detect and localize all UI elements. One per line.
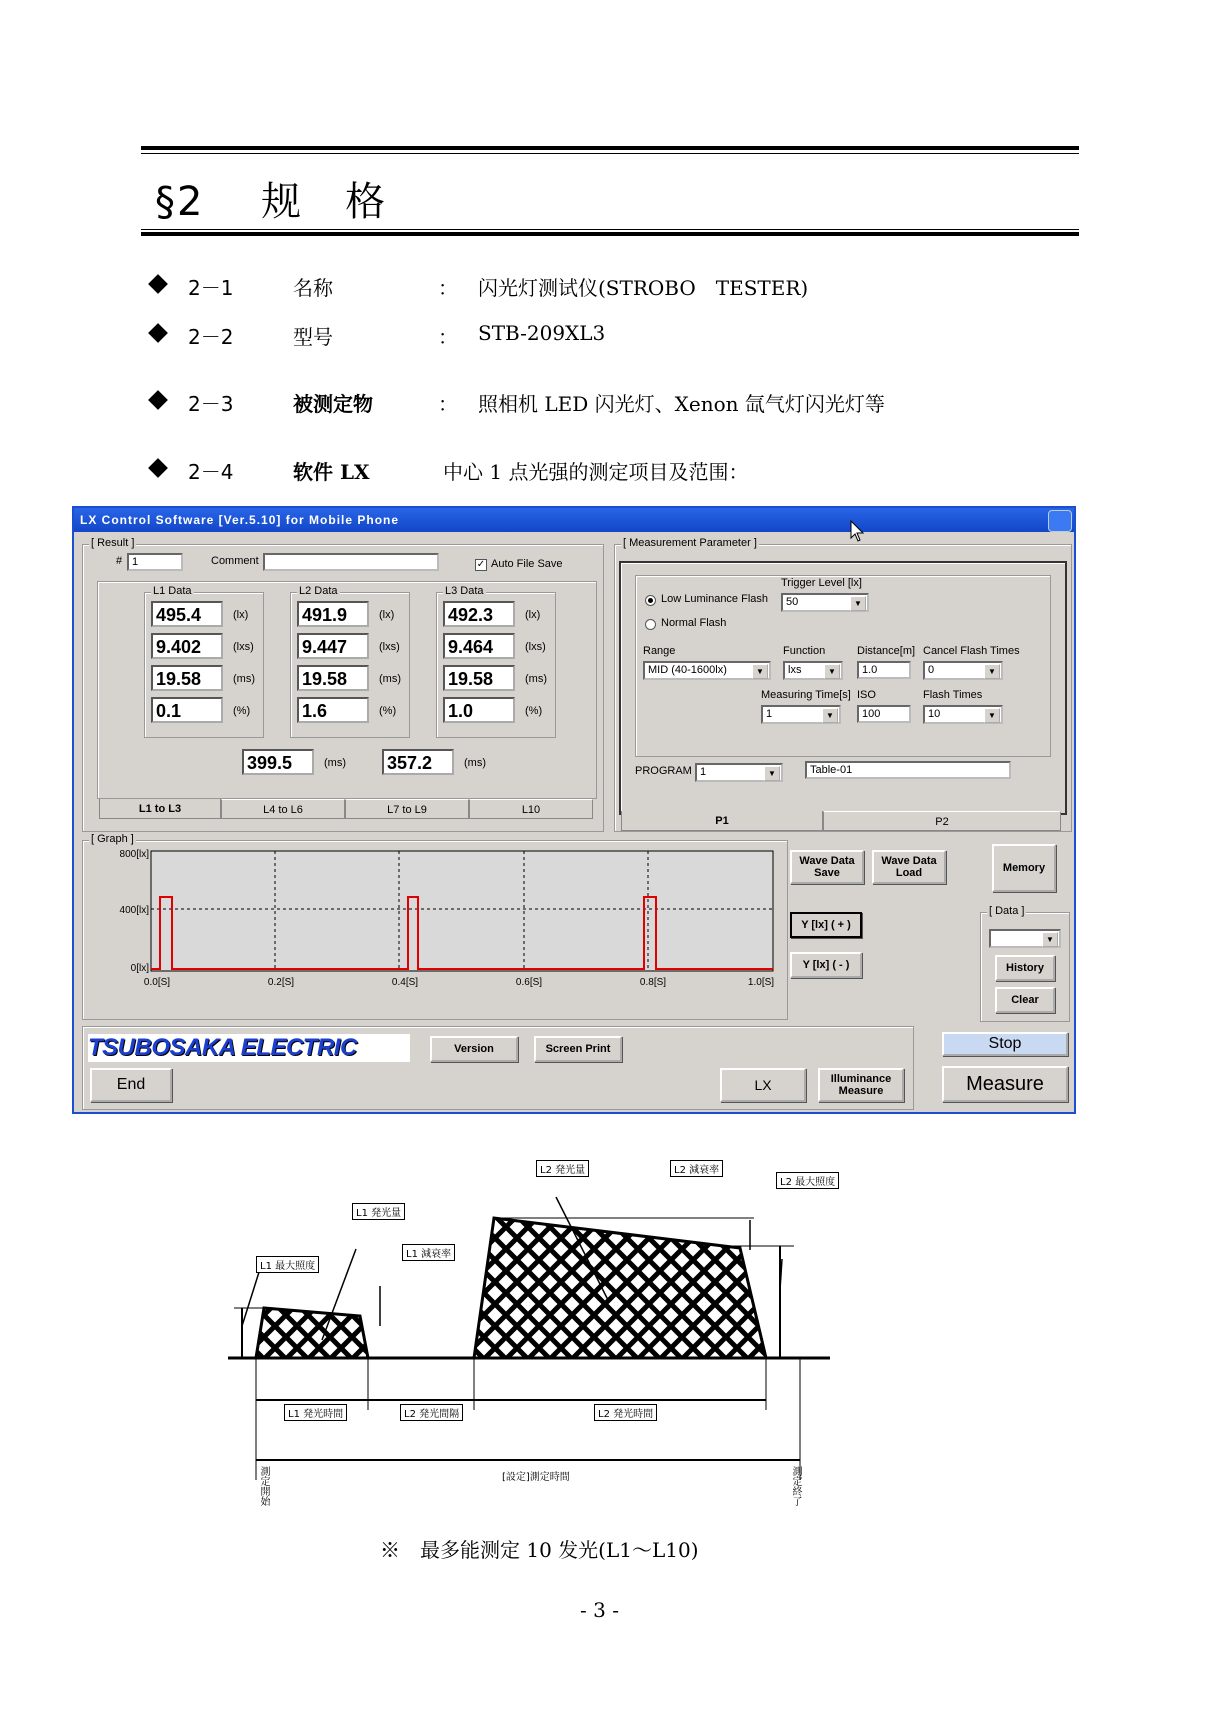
window-control-button[interactable]	[1048, 510, 1072, 532]
result-group-label: [ Result ]	[91, 537, 135, 549]
l1-amount-label: L1 発光量	[352, 1203, 405, 1220]
spec-name: 型号	[293, 325, 333, 349]
history-button[interactable]: History	[995, 955, 1055, 981]
graph-chart	[91, 847, 781, 1013]
iso-input[interactable]: 100	[857, 705, 911, 723]
spec-sep: ：	[438, 276, 458, 300]
program-value: 1	[700, 766, 707, 778]
trigger-level-select[interactable]	[781, 593, 869, 612]
spec-number: 2－4	[188, 460, 234, 484]
result-group	[82, 537, 604, 832]
spec-row	[148, 448, 1068, 488]
chevron-down-icon: ▼	[850, 596, 866, 611]
l1-pulse	[256, 1308, 368, 1358]
l1-data-label: L1 Data	[153, 585, 192, 597]
y-plus-button[interactable]: Y [lx] ( + )	[790, 912, 862, 938]
header-rule-top-thick	[141, 146, 1079, 150]
l2-data-group	[290, 585, 410, 738]
measure-button[interactable]: Measure	[942, 1066, 1068, 1102]
unit-lxs: (lxs)	[379, 641, 400, 653]
wave-data-load-button[interactable]: Wave Data Load	[872, 850, 946, 884]
tsubosaka-logo: TSUBOSAKA ELECTRIC	[88, 1034, 410, 1062]
x-tick-label: 0.0[S]	[143, 977, 171, 988]
radio-dot-icon	[648, 598, 653, 603]
cancel-flash-value: 0	[928, 664, 935, 676]
spec-name: 名称	[293, 276, 333, 300]
distance-label: Distance[m]	[857, 645, 916, 657]
spec-number: 2－3	[188, 392, 234, 416]
unit-lx: (lx)	[379, 609, 395, 621]
tab-l1-l3[interactable]: L1 to L3	[99, 799, 221, 819]
spec-value: 中心 1 点光强的测定项目及范围：	[443, 460, 749, 484]
section-title: §2 规 格	[155, 179, 388, 225]
hash-label: #	[116, 555, 123, 567]
data-group-label: [ Data ]	[989, 905, 1025, 917]
window-title: LX Control Software [Ver.5.10] for Mobile Phone	[74, 508, 1074, 532]
spec-value: 闪光灯测试仪(STROBO TESTER)	[478, 276, 809, 300]
measurement-parameter-group	[614, 537, 1072, 832]
chevron-down-icon: ▼	[822, 708, 838, 723]
data-select[interactable]	[989, 929, 1061, 948]
trigger-level-value: 50	[786, 596, 799, 608]
comment-input[interactable]	[263, 553, 439, 571]
l3-data-group	[436, 585, 556, 738]
header-rule-bottom-thick	[141, 232, 1079, 236]
spec-name: 软件 LX	[293, 460, 370, 484]
illuminance-measure-button[interactable]: Illuminance Measure	[818, 1068, 904, 1102]
flash-times-value: 10	[928, 708, 941, 720]
l3-lux-value: 492.3	[443, 601, 515, 627]
comment-label: Comment	[211, 555, 259, 567]
unit-ms: (ms)	[233, 673, 255, 685]
unit-lx: (lx)	[525, 609, 541, 621]
l2-pulse	[474, 1218, 766, 1358]
page-number: - 3 -	[580, 1598, 619, 1622]
spec-row	[148, 264, 1068, 304]
diamond-bullet-icon	[148, 458, 168, 478]
table-input[interactable]: Table-01	[805, 761, 1011, 779]
unit-ms: (ms)	[379, 673, 401, 685]
y-tick-label: 0[lx]	[130, 963, 149, 974]
l2-lux-value: 491.9	[297, 601, 369, 627]
mouse-cursor-icon	[850, 520, 866, 544]
y-tick-label: 800[lx]	[119, 849, 149, 860]
interval-1-unit: (ms)	[324, 757, 346, 769]
screen-print-button[interactable]: Screen Print	[534, 1036, 622, 1062]
l2-decay-label: L2 減衰率	[670, 1160, 723, 1177]
l3-lxs-value: 9.464	[443, 633, 515, 659]
graph-plot-area	[151, 851, 773, 971]
l2-max-label: L2 最大照度	[776, 1172, 839, 1189]
spec-row	[148, 313, 1068, 353]
set-time-label: [設定]測定時間	[500, 1468, 572, 1483]
program-select[interactable]	[695, 763, 783, 782]
program-label: PROGRAM	[635, 765, 692, 777]
diamond-bullet-icon	[148, 274, 168, 294]
diamond-bullet-icon	[148, 390, 168, 410]
l2-amount-label: L2 発光量	[536, 1160, 589, 1177]
data-group	[980, 905, 1070, 1022]
unit-lxs: (lxs)	[525, 641, 546, 653]
unit-lxs: (lxs)	[233, 641, 254, 653]
tab-l4-l6[interactable]: L4 to L6	[221, 799, 345, 819]
graph-group	[82, 833, 788, 1020]
l2-interval-label: L2 発光間隔	[400, 1404, 463, 1421]
low-flash-radio[interactable]	[645, 595, 656, 606]
l1-lux-value: 495.4	[151, 601, 223, 627]
unit-pct: (%)	[379, 705, 397, 717]
l2-ms-value: 19.58	[297, 665, 369, 691]
trigger-level-label: Trigger Level [lx]	[781, 577, 862, 589]
unit-pct: (%)	[525, 705, 543, 717]
function-value: lxs	[788, 664, 802, 676]
l2-lxs-value: 9.447	[297, 633, 369, 659]
spec-value: STB-209XL3	[478, 321, 606, 345]
l3-data-label: L3 Data	[445, 585, 484, 597]
footnote: ※ 最多能测定 10 发光(L1～L10)	[380, 1538, 699, 1562]
l2-data-label: L2 Data	[299, 585, 338, 597]
chevron-down-icon: ▼	[1042, 932, 1058, 947]
hash-input[interactable]: 1	[127, 553, 183, 571]
unit-lx: (lx)	[233, 609, 249, 621]
distance-input[interactable]: 1.0	[857, 661, 911, 679]
spec-sep: ：	[438, 392, 458, 416]
tab-l10[interactable]: L10	[469, 799, 593, 819]
unit-pct: (%)	[233, 705, 251, 717]
cancel-flash-label: Cancel Flash Times	[923, 645, 1020, 657]
tab-p1[interactable]: P1	[621, 811, 823, 831]
auto-save-checkbox[interactable]: ✓	[476, 559, 486, 570]
l3-ms-value: 19.58	[443, 665, 515, 691]
l1-data-group	[144, 585, 264, 738]
measuring-time-select[interactable]	[761, 705, 841, 724]
interval-2-unit: (ms)	[464, 757, 486, 769]
normal-flash-radio[interactable]	[645, 619, 656, 630]
chevron-down-icon: ▼	[984, 708, 1000, 723]
x-tick-label: 0.2[S]	[267, 977, 295, 988]
memory-button[interactable]: Memory	[992, 844, 1056, 892]
l3-pct-value: 1.0	[443, 697, 515, 723]
tab-l7-l9[interactable]: L7 to L9	[345, 799, 469, 819]
normal-flash-label: Normal Flash	[661, 617, 727, 629]
wave-data-save-button[interactable]: Wave Data Save	[790, 850, 864, 884]
y-tick-label: 400[lx]	[119, 905, 149, 916]
spec-sep: ：	[438, 325, 458, 349]
software-window	[72, 506, 1076, 1114]
x-tick-label: 0.4[S]	[391, 977, 419, 988]
chevron-down-icon: ▼	[752, 664, 768, 679]
header-rule-bottom-thin	[141, 229, 1079, 230]
spec-name: 被测定物	[293, 392, 373, 416]
chevron-down-icon: ▼	[984, 664, 1000, 679]
function-label: Function	[783, 645, 826, 657]
version-button[interactable]: Version	[430, 1036, 518, 1062]
measuring-time-label: Measuring Time[s]	[761, 689, 851, 701]
y-minus-button[interactable]: Y [lx] ( - )	[790, 952, 862, 978]
l2-pct-value: 1.6	[297, 697, 369, 723]
chevron-down-icon: ▼	[764, 766, 780, 781]
flash-times-label: Flash Times	[923, 689, 983, 701]
l1-time-label: L1 発光時間	[284, 1404, 347, 1421]
chevron-down-icon: ▼	[824, 664, 840, 679]
graph-group-label: [ Graph ]	[91, 833, 134, 845]
l1-max-label: L1 最大照度	[256, 1256, 319, 1273]
unit-ms: (ms)	[525, 673, 547, 685]
result-data-panel	[97, 581, 597, 799]
l1-lxs-value: 9.402	[151, 633, 223, 659]
stop-button[interactable]: Stop	[942, 1032, 1068, 1056]
clear-button[interactable]: Clear	[995, 987, 1055, 1013]
flash-times-select[interactable]	[923, 705, 1003, 724]
l1-ms-value: 19.58	[151, 665, 223, 691]
l1-decay-label: L1 減衰率	[402, 1244, 455, 1261]
spec-value: 照相机 LED 闪光灯、Xenon 氙气灯闪光灯等	[478, 392, 885, 416]
x-tick-label: 1.0[S]	[747, 977, 775, 988]
measuring-time-value: 1	[766, 708, 773, 720]
l1-pct-value: 0.1	[151, 697, 223, 723]
spec-number: 2－2	[188, 325, 234, 349]
interval-1-value: 399.5	[242, 749, 314, 775]
measurement-parameter-label: [ Measurement Parameter ]	[623, 537, 757, 549]
auto-save-label: Auto File Save	[491, 558, 563, 570]
range-select[interactable]	[643, 661, 771, 680]
header-rule-top-thin	[141, 153, 1079, 154]
x-tick-label: 0.6[S]	[515, 977, 543, 988]
end-label: 測定終了	[790, 1466, 801, 1506]
low-flash-label: Low Luminance Flash	[661, 593, 769, 605]
interval-2-value: 357.2	[382, 749, 454, 775]
end-button[interactable]: End	[90, 1068, 172, 1102]
cancel-flash-select[interactable]	[923, 661, 1003, 680]
lx-button[interactable]: LX	[720, 1068, 806, 1102]
tab-p2[interactable]: P2	[823, 811, 1061, 831]
iso-label: ISO	[857, 689, 876, 701]
spec-row	[148, 380, 1068, 420]
x-tick-label: 0.8[S]	[639, 977, 667, 988]
parameter-panel	[619, 561, 1067, 815]
l1-max-leader	[242, 1269, 260, 1326]
range-label: Range	[643, 645, 676, 657]
diamond-bullet-icon	[148, 323, 168, 343]
function-select[interactable]	[783, 661, 843, 680]
l2-time-label: L2 発光時間	[594, 1404, 657, 1421]
range-value: MID (40-1600lx)	[648, 664, 727, 676]
start-label: 測定開始	[258, 1466, 269, 1506]
spec-number: 2－1	[188, 276, 234, 300]
